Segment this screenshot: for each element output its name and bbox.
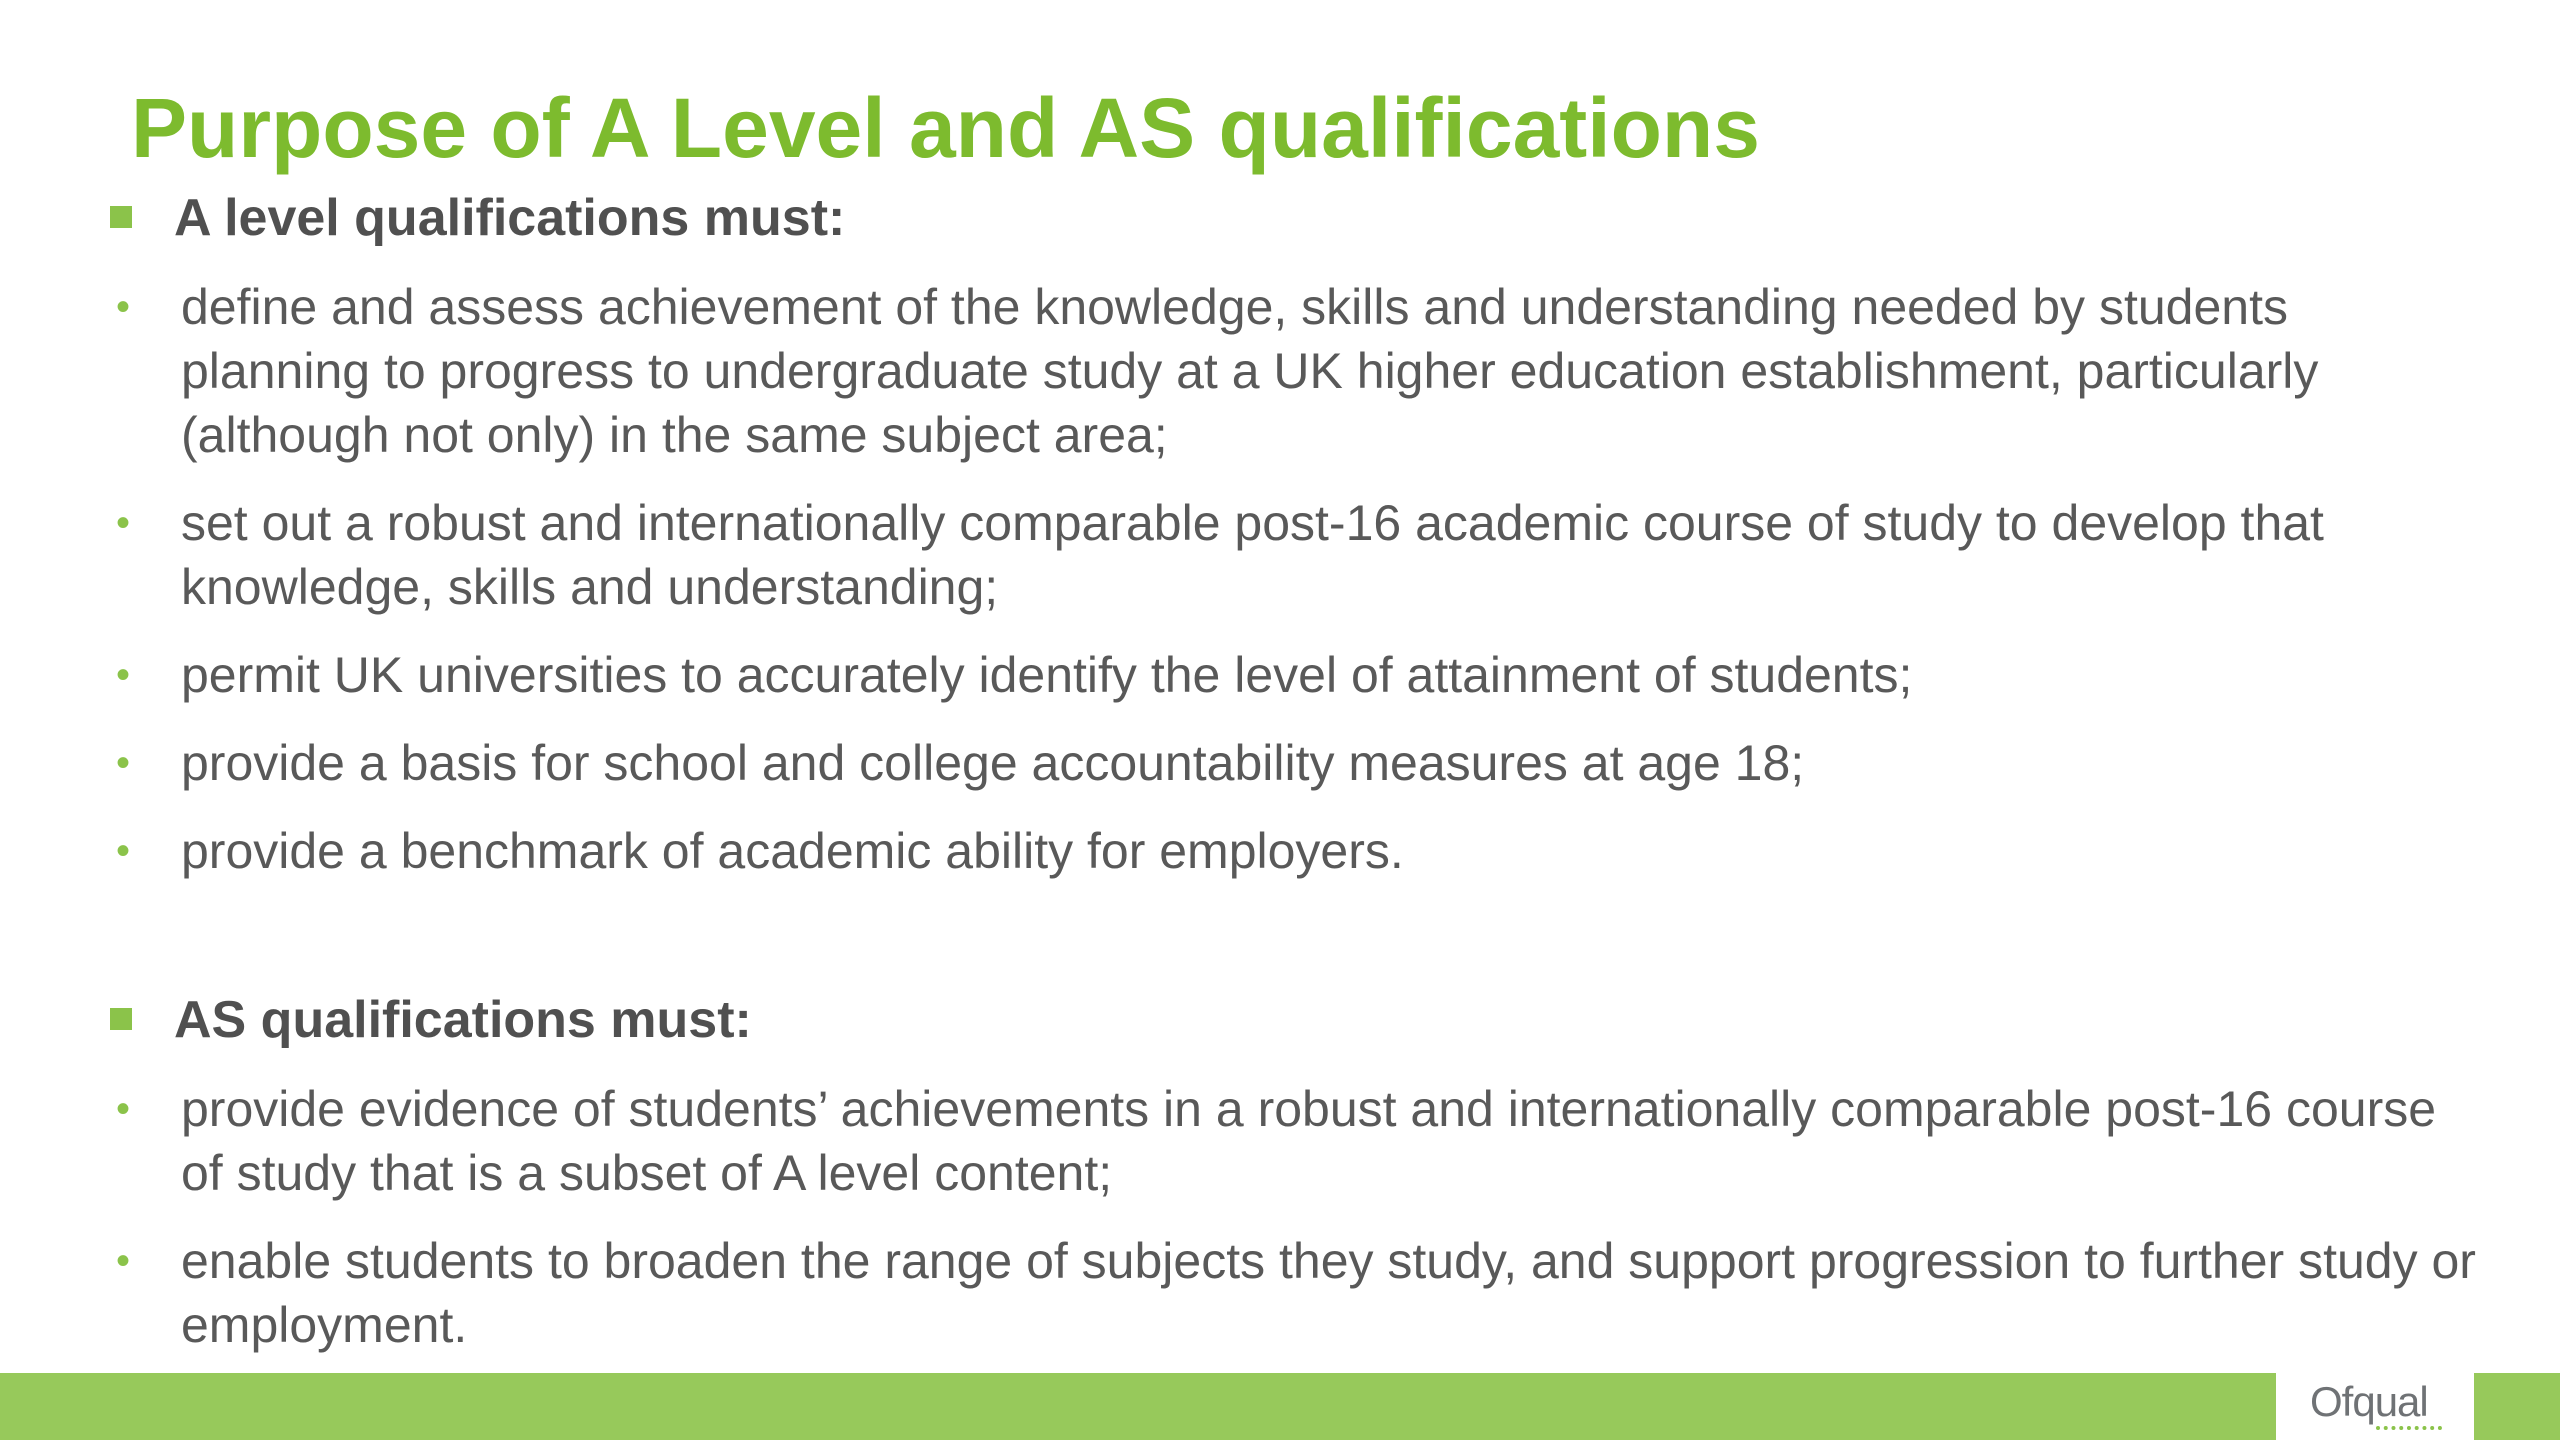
square-bullet-icon: [110, 1008, 132, 1030]
bullet-dot-icon: •: [116, 829, 131, 873]
section-heading-as: [110, 988, 752, 1052]
list-item: [0, 643, 2481, 707]
list-item: [0, 275, 2481, 467]
square-bullet-icon: [110, 206, 132, 228]
list-item-text: permit UK universities to accurately identify the level of attainment of students;: [181, 647, 1913, 703]
bullet-dot-icon: •: [116, 501, 131, 545]
logo-text: Ofqual: [2310, 1378, 2428, 1425]
list-item-text: provide a benchmark of academic ability for employers.: [181, 823, 1404, 879]
list-item: [0, 491, 2481, 619]
list-item-text: enable students to broaden the range of subjects they study, and support progression to further study or employment.: [181, 1233, 2476, 1353]
list-item-text: set out a robust and internationally comparable post-16 academic course of study to develop that knowledge, skills and understanding;: [181, 495, 2324, 615]
list-item-text: provide a basis for school and college accountability measures at age 18;: [181, 735, 1805, 791]
bullet-dot-icon: •: [116, 741, 131, 785]
list-item: [0, 731, 2481, 795]
bullet-dot-icon: •: [116, 285, 131, 329]
as-bullet-list: [0, 1077, 2481, 1381]
logo-dotted-underline: [2376, 1426, 2442, 1430]
bullet-dot-icon: •: [116, 1239, 131, 1283]
list-item-text: provide evidence of students’ achievements in a robust and internationally comparable post-16 course of study that is a subset of A level content;: [181, 1081, 2437, 1201]
footer-bar: [0, 1373, 2560, 1440]
slide-title: Purpose of A Level and AS qualifications: [131, 81, 1760, 175]
section-heading-text: AS qualifications must:: [174, 991, 752, 1049]
bullet-dot-icon: •: [116, 1087, 131, 1131]
section-heading-text: A level qualifications must:: [174, 189, 846, 247]
list-item: [0, 819, 2481, 883]
section-heading-a-level: [110, 186, 845, 250]
list-item: [0, 1077, 2481, 1205]
list-item-text: define and assess achievement of the knowledge, skills and understanding needed by students planning to progress to undergraduate study at a UK higher education establishment, particularly (although not only) in the same subject area;: [181, 279, 2319, 463]
list-item: [0, 1229, 2481, 1357]
a-level-bullet-list: [0, 275, 2481, 907]
bullet-dot-icon: •: [116, 653, 131, 697]
ofqual-logo: [2276, 1373, 2474, 1440]
